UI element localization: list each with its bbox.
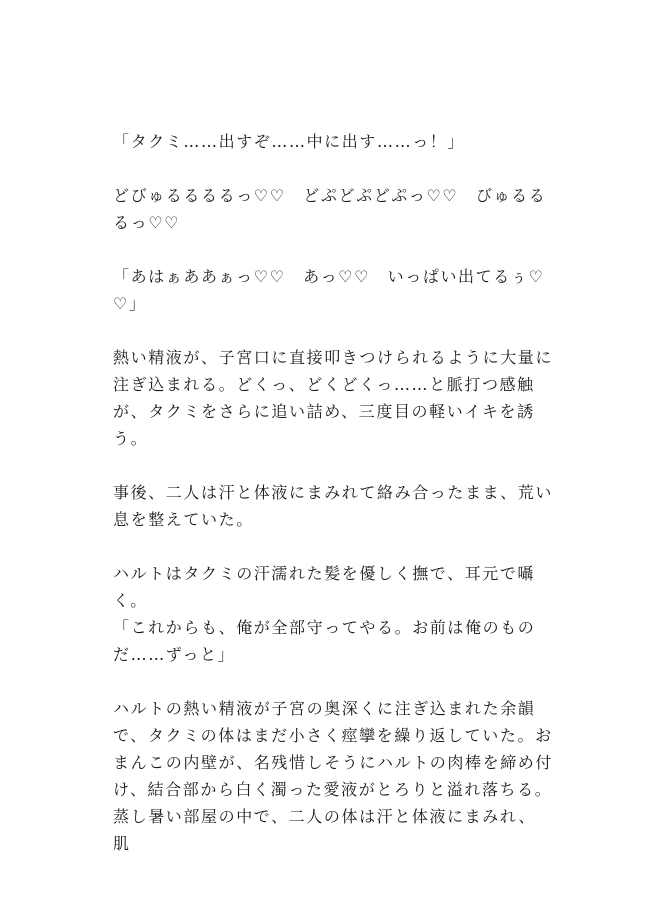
paragraph-dialogue-2: 「あはぁああぁっ♡♡ あっ♡♡ いっぱい出てるぅ♡♡」 [113,267,545,313]
paragraph-narration-3: ハルトはタクミの汗濡れた髪を優しく撫で、耳元で囁く。 [113,564,536,610]
paragraph-narration-1: 熱い精液が、子宮口に直接叩きつけられるように大量に注ぎ込まれる。どくっ、どくどくっ……と脈打つ感触が、タクミをさらに追い詰め、三度目の軽いイキを誘う。 [113,348,554,448]
novel-text [113,128,553,884]
paragraph-narration-2: 事後、二人は汗と体液にまみれて絡み合ったまま、荒い息を整えていた。 [113,483,554,529]
paragraph-narration-4: ハルトの熱い精液が子宮の奥深くに注ぎ込まれた余韻で、タクミの体はまだ小さく痙攣を繰り返していた。おまんこの内壁が、名残惜しそうにハルトの肉棒を締め付け、結合部から白く濁った愛液がとろりと溢れ落ちる。蒸し暑い部屋の中で、二人の体は汗と体液にまみれ、肌 [113,699,554,853]
paragraph-sound-effects: どびゅるるるるっ♡♡ どぷどぷどぷっ♡♡ びゅるるるっ♡♡ [113,186,547,232]
paragraph-dialogue-3: 「これからも、俺が全部守ってやる。お前は俺のものだ……ずっと」 [113,618,536,664]
paragraph-dialogue-1: 「タクミ……出すぞ……中に出す……っ！」 [113,132,466,151]
